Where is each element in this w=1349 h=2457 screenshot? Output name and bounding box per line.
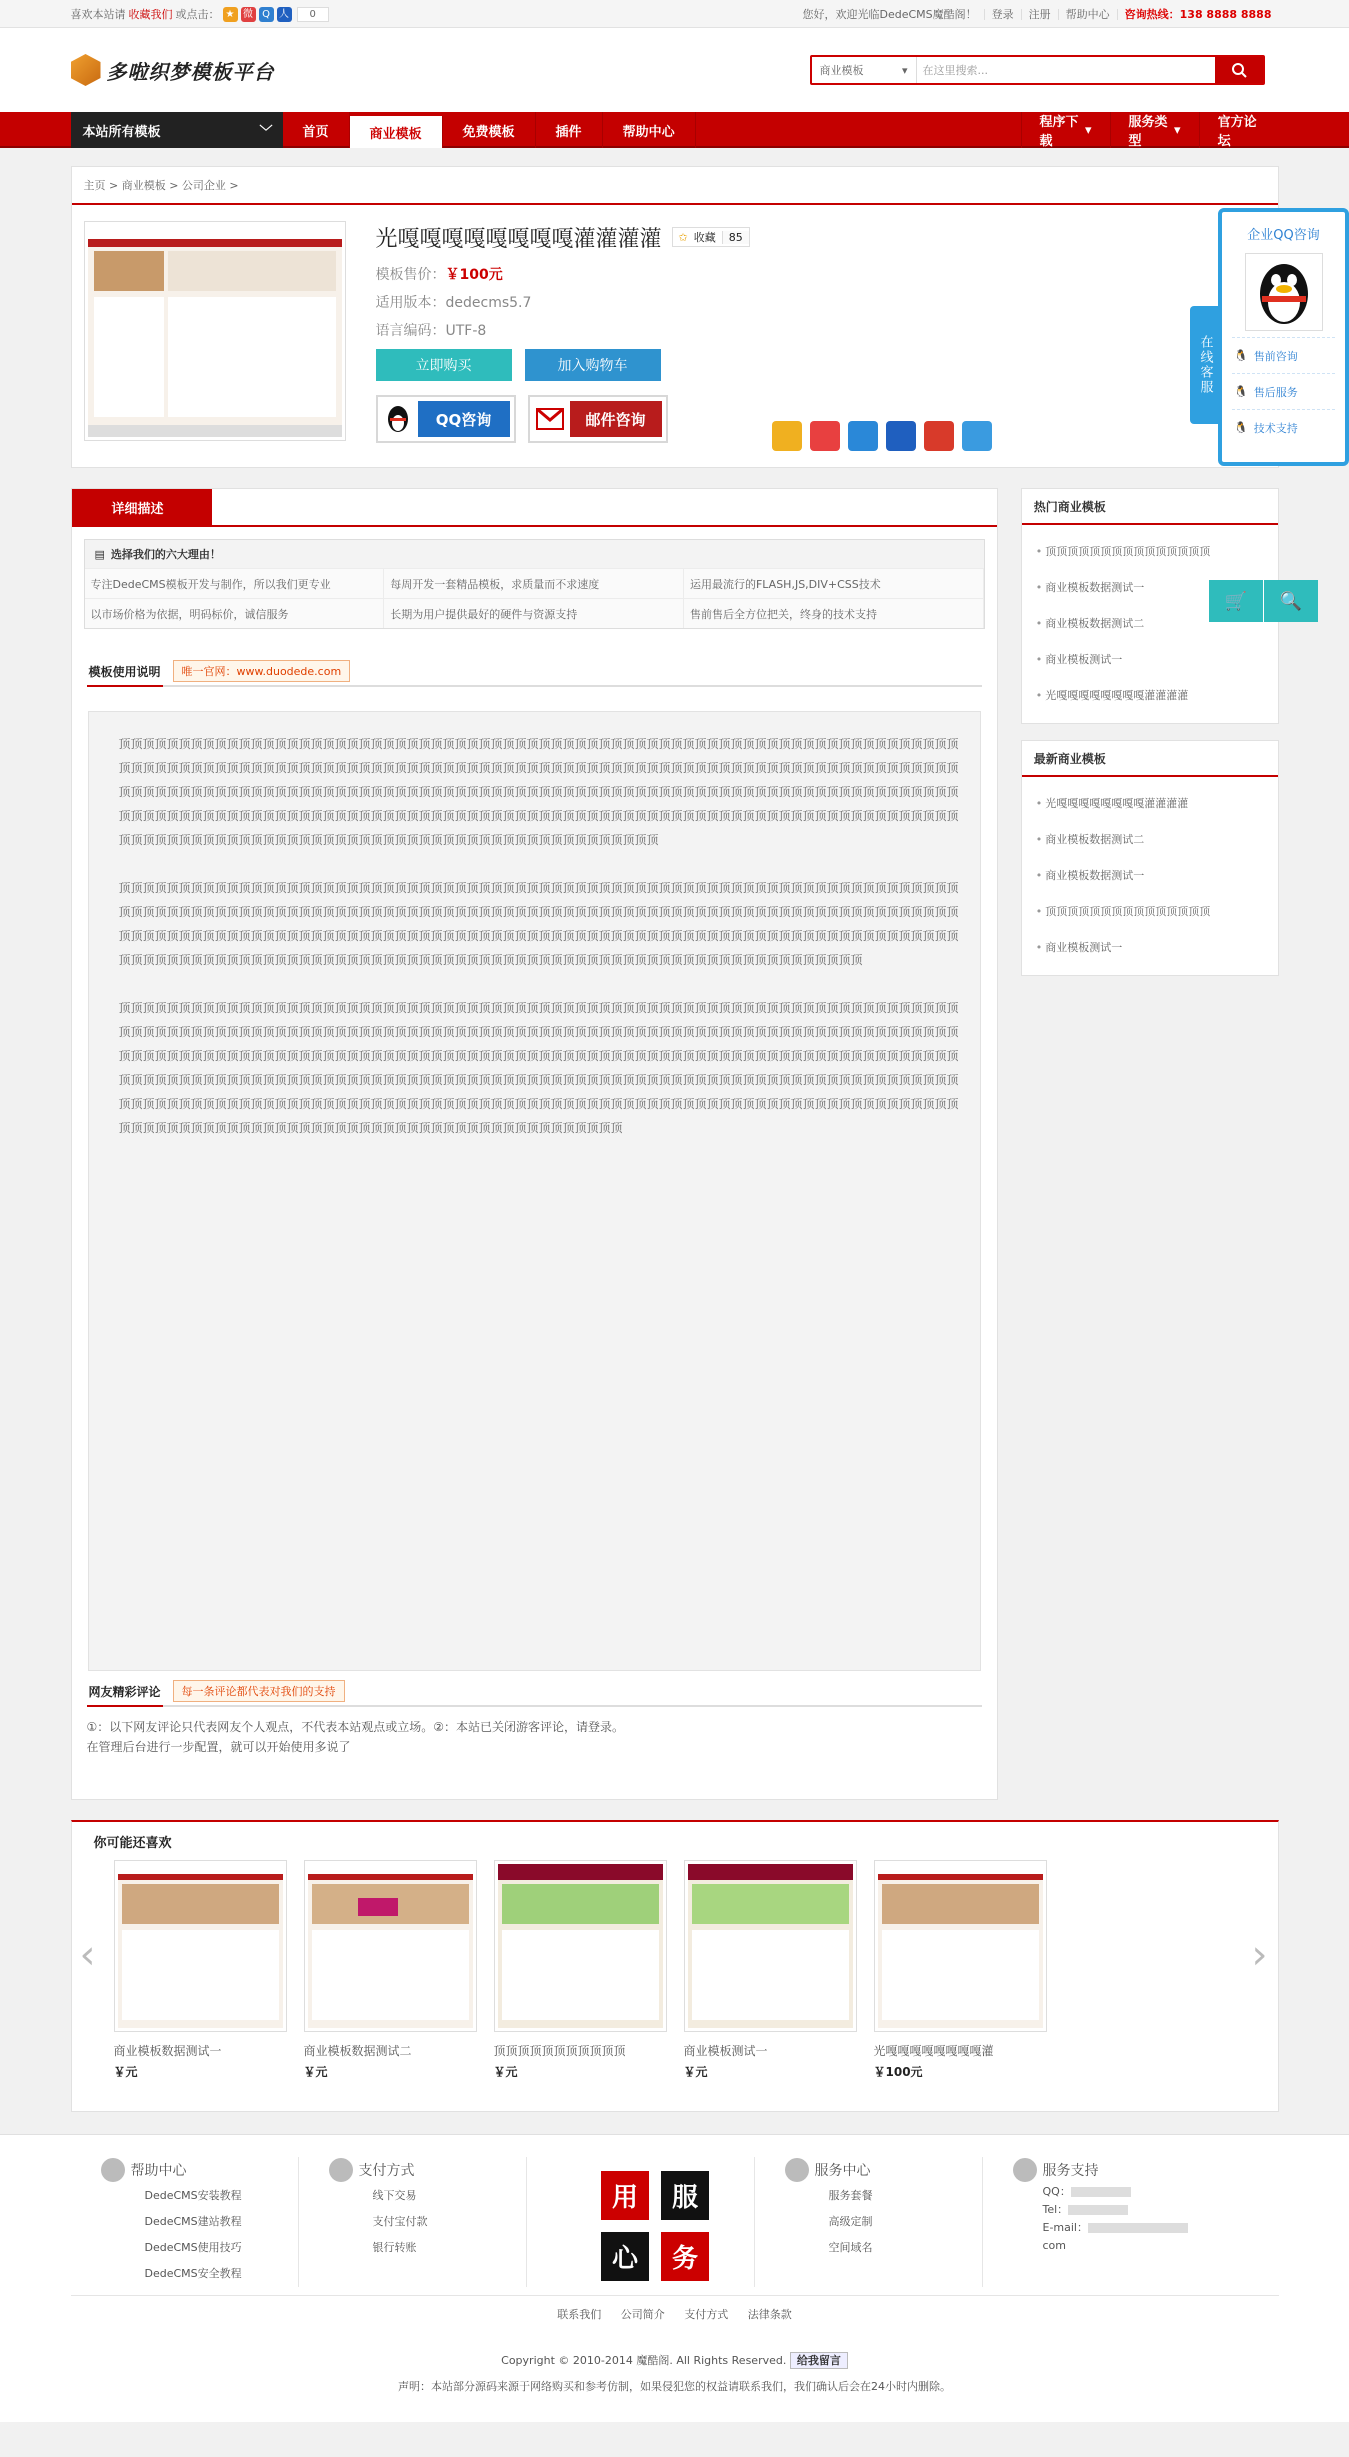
footer-links — [71, 2306, 1279, 2322]
list-item[interactable]: • 顶顶顶顶顶顶顶顶顶顶顶顶顶顶顶 — [1036, 893, 1278, 929]
all-categories-label: 本站所有模板 — [82, 124, 161, 140]
hot-templates-title: 热门商业模板 — [1022, 489, 1278, 525]
reasons-grid — [85, 568, 984, 628]
reason-item: 以市场价格为依据，明码标价，诚信服务 — [85, 598, 385, 628]
rec-item[interactable] — [304, 1860, 477, 2080]
footer-link[interactable]: 服务套餐 — [828, 2189, 873, 2202]
support-email — [1043, 2219, 1211, 2255]
breadcrumb: 主页 > 商业模板 > 公司企业 > — [72, 167, 1278, 205]
qq-item-aftersale[interactable] — [1232, 373, 1335, 409]
comments-section-header — [87, 1677, 982, 1707]
usage-tag: 唯一官网：www.duodede.com — [173, 660, 351, 682]
encoding-row — [376, 321, 796, 341]
content-area — [71, 488, 1279, 1800]
help-link[interactable]: 帮助中心 — [1058, 9, 1117, 20]
logo-char: 心 — [601, 2232, 649, 2281]
version-row — [376, 293, 796, 313]
rec-price: ￥元 — [303, 2065, 328, 2079]
sidebar — [1021, 488, 1279, 992]
footer — [0, 2134, 1349, 2422]
footer-link[interactable]: 联系我们 — [557, 2308, 602, 2321]
floating-toolbar — [1209, 580, 1318, 622]
mail-icon — [530, 397, 570, 441]
qq-penguin-icon — [1245, 253, 1323, 331]
hotline-label: 咨询热线： — [1124, 7, 1180, 21]
nav-item-free[interactable]: 免费模板 — [443, 112, 536, 148]
rec-thumbnail — [304, 1860, 477, 2032]
nav-item-help[interactable]: 帮助中心 — [603, 112, 696, 148]
footer-link[interactable]: DedeCMS建站教程 — [144, 2215, 242, 2228]
fav-label: 收藏 — [693, 231, 716, 244]
footer-link[interactable]: 空间域名 — [828, 2241, 873, 2254]
product-thumbnail[interactable] — [84, 221, 346, 441]
content-paragraph: 顶顶顶顶顶顶顶顶顶顶顶顶顶顶顶顶顶顶顶顶顶顶顶顶顶顶顶顶顶顶顶顶顶顶顶顶顶顶顶顶顶顶顶顶顶顶顶顶顶顶顶顶顶顶顶顶顶顶顶顶顶顶顶顶顶顶顶顶顶顶顶顶顶顶顶顶顶顶顶顶顶顶顶顶顶顶顶顶顶顶顶顶顶顶顶顶顶顶顶顶顶顶顶顶顶顶顶顶顶顶顶顶顶顶顶顶顶顶顶顶顶顶顶顶顶顶顶顶顶顶顶顶顶顶顶顶顶顶顶顶顶顶顶顶顶顶顶顶顶顶顶顶顶顶顶顶顶顶顶顶顶顶顶顶顶顶顶顶顶顶顶顶顶顶顶顶顶顶顶顶顶顶顶顶顶顶顶顶顶顶顶顶顶顶顶顶顶顶顶顶顶顶顶顶顶顶顶顶顶顶顶顶顶顶顶顶顶顶顶顶顶顶顶顶顶顶顶顶顶顶顶顶顶顶顶顶顶顶顶顶顶顶顶顶顶顶顶顶顶顶顶顶顶顶顶顶顶顶顶顶顶顶顶顶顶顶顶顶顶顶顶顶顶顶顶顶顶顶顶顶顶顶顶顶顶顶顶顶顶顶顶顶顶顶顶顶顶顶顶顶顶顶顶顶顶顶顶顶顶顶顶顶顶顶顶顶顶顶顶顶顶顶顶顶顶 — [118, 737, 959, 847]
rec-item[interactable] — [874, 1860, 1047, 2080]
register-link[interactable]: 注册 — [1021, 9, 1058, 20]
blurred-value — [1088, 2223, 1188, 2233]
mail-consult-button[interactable] — [528, 395, 668, 443]
rec-price: ￥元 — [683, 2065, 708, 2079]
qq-item-label: 售后服务 — [1253, 385, 1298, 399]
logo-text: 多啦织梦模板平台 — [106, 59, 275, 84]
list-item[interactable]: • 商业模板数据测试一 — [1036, 569, 1278, 605]
tab-detail[interactable]: 详细描述 — [72, 489, 212, 525]
blurred-value — [1068, 2205, 1128, 2215]
footer-link[interactable]: DedeCMS安装教程 — [144, 2189, 242, 2202]
rec-thumbnail — [874, 1860, 1047, 2032]
share-more-icon[interactable] — [962, 421, 992, 451]
nav-item-services[interactable]: 服务类型 ▾ — [1110, 112, 1199, 148]
reasons-header — [85, 540, 984, 568]
share-renren-icon[interactable]: 人 — [277, 7, 292, 22]
rec-thumbnail — [494, 1860, 667, 2032]
qq-consult-label: QQ咨询 — [418, 401, 510, 437]
reason-item: 长期为用户提供最好的硬件与资源支持 — [384, 598, 684, 628]
footer-col-title: 服务中心 — [814, 2163, 871, 2179]
hotline — [1117, 9, 1279, 20]
rec-name: 顶顶顶顶顶顶顶顶顶顶顶 — [493, 2044, 626, 2058]
list-item[interactable]: • 商业模板测试一 — [1036, 929, 1278, 965]
share-qzone-icon[interactable]: Q — [259, 7, 274, 22]
footer-service — [755, 2157, 983, 2287]
new-templates-box — [1021, 740, 1279, 976]
nav-item-services-label: 服务类型 — [1128, 115, 1168, 149]
nav-item-home[interactable]: 首页 — [283, 112, 350, 148]
search-type-value: 商业模板 — [819, 64, 864, 77]
comments-note-2: 在管理后台进行一步配置，就可以开始使用多说了 — [86, 1740, 351, 1754]
usage-section-header — [87, 657, 982, 687]
qq-small-icon: 🐧 — [1234, 385, 1248, 398]
footer-link[interactable]: 支付宝付款 — [372, 2215, 428, 2228]
footer-logo — [527, 2157, 755, 2287]
nav-item-commercial[interactable]: 商业模板 — [350, 116, 443, 148]
comments-note-1: ①：以下网友评论只代表网友个人观点，不代表本站观点或立场。②：本站已关闭游客评论，请登录。 — [86, 1720, 625, 1734]
content-paragraph: 顶顶顶顶顶顶顶顶顶顶顶顶顶顶顶顶顶顶顶顶顶顶顶顶顶顶顶顶顶顶顶顶顶顶顶顶顶顶顶顶顶顶顶顶顶顶顶顶顶顶顶顶顶顶顶顶顶顶顶顶顶顶顶顶顶顶顶顶顶顶顶顶顶顶顶顶顶顶顶顶顶顶顶顶顶顶顶顶顶顶顶顶顶顶顶顶顶顶顶顶顶顶顶顶顶顶顶顶顶顶顶顶顶顶顶顶顶顶顶顶顶顶顶顶顶顶顶顶顶顶顶顶顶顶顶顶顶顶顶顶顶顶顶顶顶顶顶顶顶顶顶顶顶顶顶顶顶顶顶顶顶顶顶顶顶顶顶顶顶顶顶顶顶顶顶顶顶顶顶顶顶顶顶顶顶顶顶顶顶顶顶顶顶顶顶顶顶顶顶顶顶顶顶顶顶顶顶顶顶顶顶顶顶顶顶顶顶顶顶顶顶顶顶顶顶顶顶顶顶顶顶顶顶顶顶顶顶顶顶顶顶顶顶顶顶顶顶顶顶顶顶顶顶顶顶顶顶顶顶顶顶顶顶顶顶顶顶顶顶顶顶顶顶顶顶顶顶顶顶顶顶顶顶顶顶顶顶顶顶顶顶顶顶顶顶顶顶顶顶顶顶顶顶顶顶顶顶顶顶顶顶顶顶顶顶顶顶顶顶顶顶顶顶顶顶顶顶顶顶顶顶顶顶顶顶顶顶顶顶顶顶顶顶顶顶顶顶顶顶顶顶顶顶顶顶顶顶顶顶顶顶顶顶顶顶顶顶顶顶顶顶顶顶顶顶顶顶顶顶顶顶顶顶顶顶顶顶顶顶顶顶顶 — [118, 1001, 959, 1135]
qq-item-presale[interactable] — [1232, 337, 1335, 373]
list-item[interactable]: • 商业模板数据测试二 — [1036, 821, 1278, 857]
search-type-select[interactable] — [812, 57, 917, 83]
nav-item-forum[interactable]: 官方论坛 — [1199, 112, 1279, 148]
logo-char: 服 — [661, 2171, 709, 2220]
share-icons — [772, 421, 992, 451]
footer-support-header — [1013, 2157, 1211, 2183]
comments-tag: 每一条评论都代表对我们的支持 — [173, 1680, 345, 1702]
logo-char: 务 — [661, 2232, 709, 2281]
list-item[interactable]: • 光嘎嘎嘎嘎嘎嘎嘎嘎灌灌灌灌 — [1036, 785, 1278, 821]
rec-item[interactable] — [684, 1860, 857, 2080]
footer-col-title: 支付方式 — [358, 2163, 415, 2179]
support-label: QQ： — [1042, 2185, 1071, 2198]
reason-item: 售前售后全方位把关，终身的技术支持 — [684, 598, 984, 628]
search-icon — [1231, 62, 1247, 78]
template-preview-image — [88, 225, 342, 437]
reasons-box — [84, 539, 985, 629]
product-title: 光嘎嘎嘎嘎嘎嘎嘎嘎灌灌灌灌 — [375, 226, 662, 252]
or-click-text: 或点击： — [175, 8, 220, 21]
footer-payment-header — [329, 2157, 526, 2183]
search-icon — [785, 2158, 809, 2182]
footer-link[interactable]: 支付方式 — [684, 2308, 729, 2321]
next-arrow-icon[interactable]: › — [1251, 1932, 1268, 1978]
qq-small-icon: 🐧 — [1234, 349, 1248, 362]
footer-payment — [299, 2157, 527, 2287]
qq-consult-button[interactable] — [376, 395, 516, 443]
qq-penguin-icon — [378, 397, 418, 441]
reason-item: 专注DedeCMS模板开发与制作，所以我们更专业 — [85, 568, 385, 598]
main-nav — [0, 112, 1349, 148]
share-fav-icon[interactable] — [772, 421, 802, 451]
footer-help-header — [101, 2157, 298, 2183]
money-icon — [329, 2158, 353, 2182]
message-button[interactable]: 给我留言 — [790, 2352, 848, 2369]
purchase-buttons — [376, 349, 796, 381]
version-label: 适用版本： — [375, 295, 446, 311]
detail-panel — [71, 488, 998, 1800]
support-label: E-mail： — [1042, 2221, 1088, 2234]
fav-count: 85 — [722, 231, 749, 244]
list-item[interactable]: • 商业模板测试一 — [1036, 641, 1278, 677]
site-logo[interactable] — [71, 54, 275, 86]
document-icon: ▤ — [94, 547, 105, 561]
rec-price: ￥元 — [113, 2065, 138, 2079]
comments-title: 网友精彩评论 — [87, 1677, 163, 1707]
product-detail — [72, 205, 1278, 467]
bookmark-link[interactable]: 收藏我们 — [128, 8, 173, 21]
top-left — [71, 6, 329, 22]
welcome-text: 喜欢本站请 — [70, 8, 126, 21]
consult-buttons — [376, 395, 796, 443]
mail-consult-label: 邮件咨询 — [570, 401, 662, 437]
cart-icon[interactable]: 🛒 — [1224, 590, 1248, 612]
share-163-icon[interactable] — [924, 421, 954, 451]
fav-star-icon: ✩ — [678, 230, 688, 244]
detail-tab-header — [72, 489, 997, 527]
share-count: 0 — [297, 7, 329, 22]
share-star-icon[interactable]: ★ — [223, 7, 238, 22]
logo-char: 用 — [601, 2171, 649, 2220]
top-bar — [0, 0, 1349, 28]
statement: 声明：本站部分源码来源于网络购买和参考仿制，如果侵犯您的权益请联系我们，我们确认后会在24小时内删除。 — [398, 2380, 951, 2393]
rec-item[interactable] — [494, 1860, 667, 2080]
recommendations-list — [72, 1860, 1278, 2080]
login-link[interactable]: 登录 — [984, 9, 1021, 20]
share-weibo-icon[interactable] — [810, 421, 840, 451]
footer-link[interactable]: 法律条款 — [747, 2308, 792, 2321]
qq-item-label: 技术支持 — [1253, 421, 1298, 435]
rec-name: 商业模板数据测试二 — [303, 2044, 412, 2058]
share-tencent-icon[interactable] — [848, 421, 878, 451]
product-title-row — [376, 221, 796, 253]
favorite-button[interactable] — [672, 227, 750, 247]
support-label: Tel： — [1042, 2203, 1069, 2216]
rec-price: ￥元 — [493, 2065, 518, 2079]
list-item[interactable]: • 商业模板数据测试二 — [1036, 605, 1278, 641]
header — [0, 28, 1349, 112]
product-card — [71, 166, 1279, 468]
list-item[interactable]: • 光嘎嘎嘎嘎嘎嘎嘎嘎灌灌灌灌 — [1036, 677, 1278, 713]
search-input[interactable]: 在这里搜索... — [922, 64, 988, 77]
reason-item: 运用最流行的FLASH,JS,DIV+CSS技术 — [684, 568, 984, 598]
footer-col-title: 帮助中心 — [130, 2163, 187, 2179]
footer-columns — [71, 2135, 1279, 2295]
reasons-title: 选择我们的六大理由！ — [110, 548, 221, 561]
rec-thumbnail — [114, 1860, 287, 2032]
add-to-cart-button[interactable]: 加入购物车 — [525, 349, 661, 381]
footer-link[interactable]: DedeCMS使用技巧 — [144, 2241, 242, 2254]
footer-link[interactable]: 银行转账 — [372, 2241, 417, 2254]
buy-now-button[interactable]: 立即购买 — [376, 349, 512, 381]
qq-panel-title: 企业QQ咨询 — [1247, 228, 1320, 243]
qq-consult-panel — [1218, 208, 1349, 466]
search-button[interactable] — [1215, 57, 1263, 83]
service-logo — [600, 2171, 710, 2281]
version-value: dedecms5.7 — [445, 295, 532, 311]
rec-name: 光嘎嘎嘎嘎嘎嘎嘎嘎灌 — [873, 2044, 994, 2058]
recommendations — [71, 1820, 1279, 2112]
footer-bottom — [71, 2295, 1279, 2394]
reason-item: 每周开发一套精品模板，求质量而不求速度 — [384, 568, 684, 598]
footer-link[interactable]: DedeCMS安全教程 — [144, 2267, 242, 2280]
nav-item-download[interactable]: 程序下载 ▾ — [1021, 112, 1110, 148]
copyright-row — [71, 2352, 1279, 2368]
heart-icon — [1013, 2158, 1037, 2182]
new-templates-list — [1022, 777, 1278, 975]
nav-item-download-label: 程序下载 — [1039, 115, 1079, 149]
footer-col-title: 服务支持 — [1042, 2163, 1099, 2179]
support-qq — [1043, 2183, 1211, 2201]
search-doc-icon[interactable]: 🔍 — [1263, 580, 1318, 622]
footer-link[interactable]: 高级定制 — [828, 2215, 873, 2228]
footer-link[interactable]: 线下交易 — [372, 2189, 417, 2202]
usage-title: 模板使用说明 — [87, 657, 163, 687]
rec-price: ￥100元 — [873, 2065, 923, 2079]
nav-item-plugins[interactable]: 插件 — [536, 112, 603, 148]
price-value: ￥100元 — [445, 267, 503, 283]
footer-support — [983, 2157, 1211, 2287]
qq-item-tech[interactable] — [1232, 409, 1335, 445]
all-categories-menu[interactable] — [71, 112, 283, 148]
greeting-text: 您好，欢迎光临DedeCMS魔酷阁！ — [802, 7, 977, 21]
online-service-tab[interactable] — [1190, 306, 1220, 424]
footer-help — [71, 2157, 299, 2287]
qq-small-icon: 🐧 — [1234, 421, 1248, 434]
search-bar — [810, 55, 1265, 85]
hotline-number: 138 8888 8888 — [1179, 7, 1272, 21]
footer-link[interactable]: 公司简介 — [620, 2308, 665, 2321]
list-item[interactable]: • 商业模板数据测试一 — [1036, 857, 1278, 893]
rec-thumbnail — [684, 1860, 857, 2032]
list-item[interactable]: • 顶顶顶顶顶顶顶顶顶顶顶顶顶顶顶 — [1036, 533, 1278, 569]
share-weibo-icon[interactable]: 微 — [241, 7, 256, 22]
copyright: Copyright © 2010-2014 魔酷阁. All Rights Reserved. — [501, 2354, 787, 2367]
encoding-label: 语言编码： — [375, 323, 446, 339]
rec-name: 商业模板数据测试一 — [113, 2044, 222, 2058]
support-tel — [1043, 2201, 1211, 2219]
qq-item-label: 售前咨询 — [1253, 349, 1298, 363]
rec-name: 商业模板测试一 — [683, 2044, 768, 2058]
chevron-down-icon: ▾ — [901, 63, 908, 77]
email-suffix: com — [1042, 2239, 1066, 2252]
price-row — [376, 265, 796, 285]
logo-cube-icon — [71, 54, 101, 86]
price-label: 模板售价： — [375, 267, 446, 283]
usage-content — [88, 711, 981, 1671]
blurred-value — [1071, 2187, 1131, 2197]
top-right — [795, 9, 1278, 20]
footer-service-header — [785, 2157, 982, 2183]
user-icon — [101, 2158, 125, 2182]
recommendations-title: 你可能还喜欢 — [93, 1835, 172, 1851]
product-info — [376, 221, 796, 449]
share-renren-icon[interactable] — [886, 421, 916, 451]
content-paragraph: 顶顶顶顶顶顶顶顶顶顶顶顶顶顶顶顶顶顶顶顶顶顶顶顶顶顶顶顶顶顶顶顶顶顶顶顶顶顶顶顶顶顶顶顶顶顶顶顶顶顶顶顶顶顶顶顶顶顶顶顶顶顶顶顶顶顶顶顶顶顶顶顶顶顶顶顶顶顶顶顶顶顶顶顶顶顶顶顶顶顶顶顶顶顶顶顶顶顶顶顶顶顶顶顶顶顶顶顶顶顶顶顶顶顶顶顶顶顶顶顶顶顶顶顶顶顶顶顶顶顶顶顶顶顶顶顶顶顶顶顶顶顶顶顶顶顶顶顶顶顶顶顶顶顶顶顶顶顶顶顶顶顶顶顶顶顶顶顶顶顶顶顶顶顶顶顶顶顶顶顶顶顶顶顶顶顶顶顶顶顶顶顶顶顶顶顶顶顶顶顶顶顶顶顶顶顶顶顶顶顶顶顶顶顶顶顶顶顶顶顶顶顶顶顶顶顶顶顶顶顶顶顶顶顶顶顶顶顶顶顶顶顶顶顶顶顶顶顶顶顶顶顶顶顶顶顶顶顶顶顶顶顶顶顶顶顶顶顶顶顶顶顶 — [118, 881, 959, 967]
rec-item[interactable] — [114, 1860, 287, 2080]
nav-right — [1021, 112, 1279, 148]
prev-arrow-icon[interactable]: ‹ — [79, 1932, 96, 1978]
hot-templates-list — [1022, 525, 1278, 723]
new-templates-title: 最新商业模板 — [1022, 741, 1278, 777]
comments-notes — [87, 1717, 982, 1757]
chevron-down-icon: ﹀ — [259, 124, 273, 140]
online-service-label: 在线客服 — [1197, 335, 1213, 395]
encoding-value: UTF-8 — [445, 323, 487, 339]
